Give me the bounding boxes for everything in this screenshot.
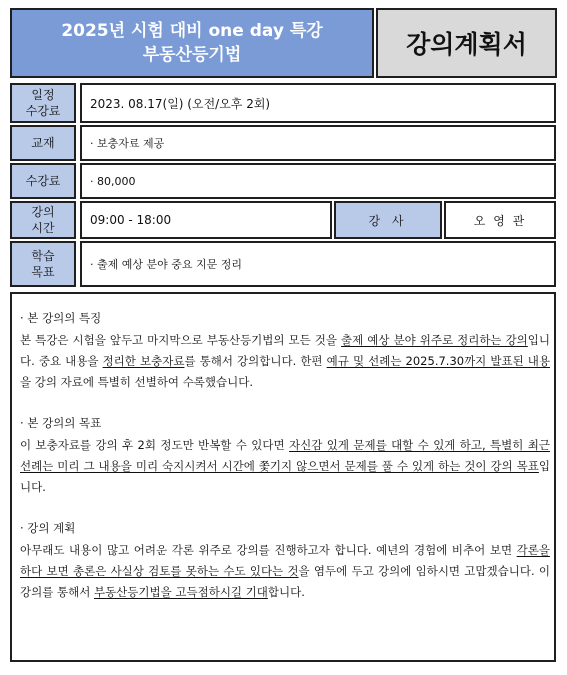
- row-textbook: [10, 125, 556, 161]
- label-schedule-line2: 수강료: [25, 104, 61, 118]
- row-time: [10, 201, 556, 239]
- section-plan-body: [20, 540, 550, 603]
- row-schedule: [10, 83, 556, 123]
- plan-text-2: 을 염두에 두고 강의에 임하시면 고맙겠습니다. 이 강의를 통해서: [20, 564, 550, 599]
- value-fee: · 80,000: [80, 163, 556, 199]
- value-time: 09:00 - 18:00: [80, 201, 332, 239]
- feature-text-4: 을 강의 자료에 특별히 선별하여 수록했습니다.: [20, 375, 254, 389]
- label-textbook-text: 교재: [31, 136, 55, 150]
- feature-underline-2: 정리한 보충자료: [102, 354, 185, 368]
- section-goal-title: · 본 강의의 목표: [20, 416, 102, 430]
- feature-underline-1: 출제 예상 분야 위주로 정리하는 강의: [341, 333, 528, 347]
- label-time-line2: 시간: [31, 221, 55, 235]
- section-goal-body: [20, 435, 550, 498]
- value-schedule: 2023. 08.17(일) (오전/오후 2회): [80, 83, 556, 123]
- value-textbook: · 보충자료 제공: [80, 125, 556, 161]
- header-title-line1: 2025년 시험 대비 one day 특강: [61, 21, 323, 41]
- section-feature-title: · 본 강의의 특징: [20, 311, 102, 325]
- section-feature-body: [20, 330, 550, 393]
- label-instructor: 강 사: [334, 201, 442, 239]
- label-schedule: [10, 83, 76, 123]
- label-time: [10, 201, 76, 239]
- label-fee-text: 수강료: [25, 174, 61, 188]
- label-fee: [10, 163, 76, 199]
- feature-text-3: 를 통해서 강의합니다. 한편: [184, 354, 327, 368]
- label-goal-line2: 목표: [31, 265, 55, 279]
- plan-underline-2: 부동산등기법을 고득점하시길 기대: [93, 585, 268, 599]
- label-goal: [10, 241, 76, 287]
- course-description-box: [10, 292, 556, 662]
- plan-text-1: 아무래도 내용이 많고 어려운 각론 위주로 강의를 진행하고자 합니다. 예년의 경험에 비추어 보면: [20, 543, 517, 557]
- row-goal: [10, 241, 556, 287]
- goal-text-1: 이 보충자료를 강의 후 2회 정도만 반복할 수 있다면: [20, 438, 290, 452]
- feature-underline-3: 예규 및 선례는 2025.7.30까지 발표된 내용: [326, 354, 551, 368]
- header-title-line2: 부동산등기법: [142, 45, 242, 65]
- doc-type-title: 강의계획서: [406, 30, 527, 59]
- label-time-line1: 강의: [31, 205, 55, 219]
- feature-text-1: 본 특강은 시험을 앞두고 마지막으로 부동산등기법의 모든 것을: [20, 333, 342, 347]
- row-fee: [10, 163, 556, 199]
- plan-text-3: 합니다.: [267, 585, 305, 599]
- goal-text-2: 입니다.: [20, 459, 550, 494]
- section-plan-title: · 강의 계획: [20, 521, 76, 535]
- feature-text-2: 입니다. 중요 내용을: [20, 333, 550, 368]
- label-textbook: [10, 125, 76, 161]
- goal-underline-1: 자신감 있게 문제를 대할 수 있게 하고, 특별히 최근 선례는 미리 그 내용을 미리 숙지시켜서 시간에 쫓기지 않으면서 문제를 풀 수 있게 하는 것이 강의 목표: [20, 438, 550, 473]
- value-goal: · 출제 예상 분야 중요 지문 정리: [80, 241, 556, 287]
- doc-type-box: [376, 8, 557, 78]
- label-schedule-line1: 일정: [31, 88, 55, 102]
- value-instructor: 오 영 관: [444, 201, 556, 239]
- plan-underline-1: 각론을 하다 보면 총론은 사실상 검토를 못하는 수도 있다는 것: [20, 543, 550, 578]
- label-goal-line1: 학습: [31, 249, 55, 263]
- header-title-box: [10, 8, 374, 78]
